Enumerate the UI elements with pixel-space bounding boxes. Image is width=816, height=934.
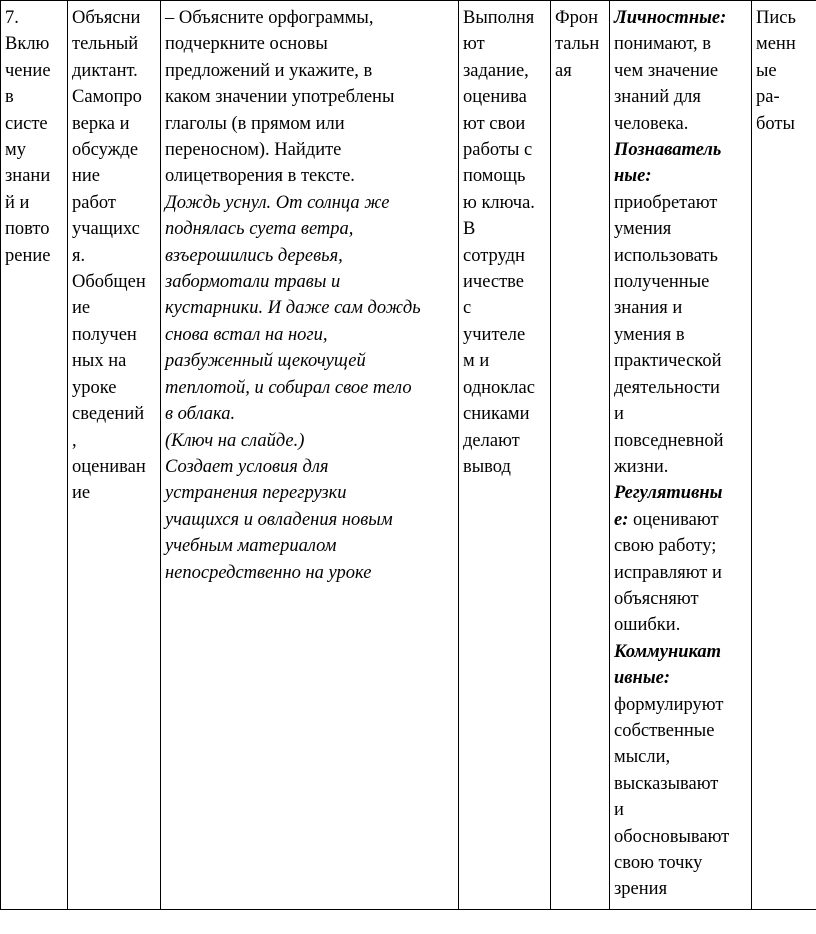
students-activity-cell: Выполня ют задание, оценива ют свои работы с помощь ю ключа. В сотрудн ичестве с учителе м и одноклас сниками делают вывод	[459, 1, 551, 910]
table-row	[1, 1, 816, 910]
dictation-text: Дождь уснул. От солнца же поднялась суета ветра, взъерошились деревья, забормотали травы и кустарники. И даже сам дождь снова встал на ноги, разбуженный щекочущей теплотой, и собирал свое тело в облака. (Ключ на слайде.) Создает условия для устранения перегрузки учащихся и овладения новым учебным материалом непосредственно на уроке	[165, 192, 421, 583]
control-form-cell: Пись менн ые ра- боты	[752, 1, 816, 910]
uud-cell	[610, 1, 752, 910]
method-cell: Объясни тельный диктант. Самопро верка и обсужде ние работ учащихс я. Обобщен ие получен ных на уроке сведений , оцениван ие	[68, 1, 161, 910]
uud-personal: Личностные: понимают, в чем значение знаний для человека.	[614, 8, 727, 134]
work-form-cell: Фрон тальн ая	[551, 1, 610, 910]
teacher-task-text: – Объясните орфограммы, подчеркните основы предложений и укажите, в каком значении употреблены глаголы (в прямом или переносном). Найдите олицетворения в тексте.	[165, 8, 395, 187]
stage-cell: 7. Вклю чение в систе му знани й и повто рение	[1, 1, 68, 910]
uud-cognitive: Познаватель ные: приобретают умения использовать полученные знания и умения в практической деятельности и повседневной жизни.	[614, 140, 724, 477]
teacher-activity-cell	[161, 1, 459, 910]
uud-regulatory: Регулятивны е: оценивают свою работу; исправляют и объясняют ошибки.	[614, 483, 723, 636]
uud-communicative: Коммуникат ивные: формулируют собственные мысли, высказывают и обосновывают свою точку зрения	[614, 641, 730, 900]
